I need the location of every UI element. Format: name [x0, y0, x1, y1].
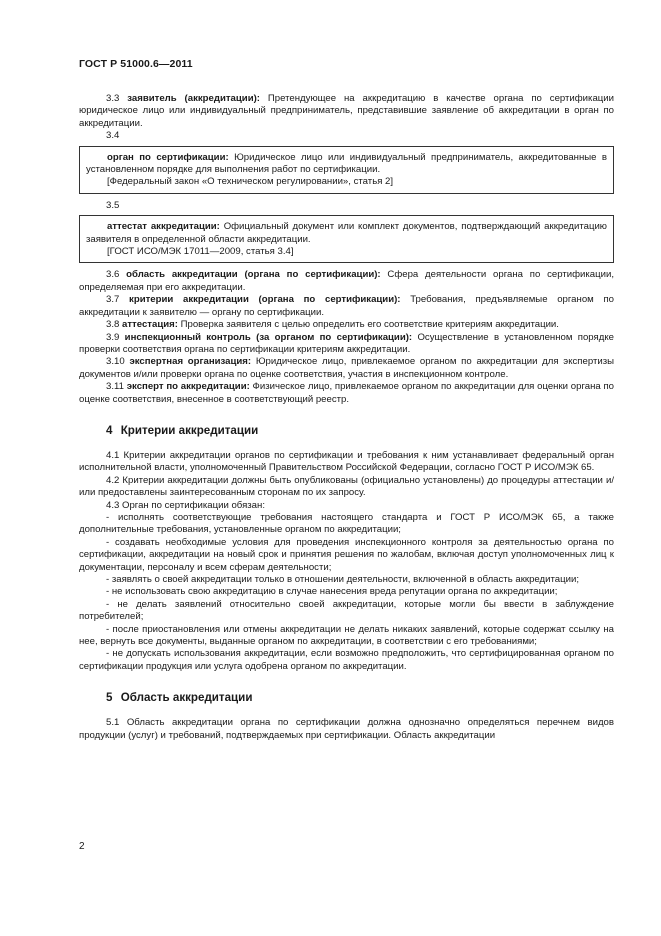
term-3-3	[79, 93, 614, 130]
term-definition: Осуществление в установленном порядке проверки соответствия органа по сертификации критериям аккредитации.	[79, 331, 614, 355]
section-title: Критерии аккредитации	[120, 423, 259, 437]
term-title: область аккредитации (органа по сертификации):	[126, 269, 381, 281]
term-3-11	[79, 381, 614, 406]
term-number: 3.6	[106, 269, 120, 281]
list-item: - заявлять о своей аккредитации только в отношении деятельности, включенной в область аккредитации;	[106, 574, 580, 585]
term-3-4-number: 3.4	[106, 130, 120, 142]
term-title: критерии аккредитации (органа по сертификации):	[129, 294, 401, 306]
list-item: - не использовать свою аккредитацию в случае нанесения вреда репутации органа по аккредитации;	[106, 586, 558, 598]
term-title: аттестация:	[122, 319, 178, 331]
section-4-heading	[106, 424, 614, 437]
term-definition: Юридическое лицо, привлекаемое органом по аккредитации для экспертизы документов и/или проверки органа по оценке соответствия, участия в инспекционном контроле.	[79, 356, 614, 380]
term-definition: Официальный документ или комплект документов, подтверждающий аккредитацию заявителя в определенной области аккредитации.	[86, 221, 607, 245]
term-number: 3.7	[106, 294, 120, 306]
list-item: - после приостановления или отмены аккредитации не делать никаких заявлений, которые содержат ссылку на нее, вернуть все документы, выданные органом по аккредитации, в соответствии с его требованиями;	[79, 623, 614, 648]
document-header: ГОСТ Р 51000.6—2011	[79, 58, 193, 70]
term-title: орган по сертификации:	[107, 151, 229, 163]
term-definition: Физическое лицо, привлекаемое органом по аккредитации для оценки органа по оценке соответствия, внесенное в соответствующий реестр.	[79, 381, 614, 405]
section-title: Область аккредитации	[120, 691, 253, 705]
term-title: инспекционный контроль (за органом по сертификации):	[124, 331, 413, 343]
list-item: - не допускать использования аккредитации, если возможно предположить, что сертифицированная органом по сертификации продукция или услуга одобрена органом по аккредитации.	[79, 648, 614, 672]
section-number: 4	[106, 423, 113, 437]
term-title: экспертная организация:	[129, 356, 252, 368]
list-item: - не делать заявлений относительно своей аккредитации, которые могли бы ввести в заблуждение потребителей;	[79, 598, 614, 623]
section-5-heading	[106, 691, 614, 704]
term-3-5-number: 3.5	[106, 199, 120, 211]
term-number: 3.11	[106, 381, 124, 393]
term-definition: Проверка заявителя с целью определить его соответствие критериям аккредитации.	[180, 319, 559, 331]
term-3-10	[79, 356, 614, 381]
term-title: аттестат аккредитации:	[107, 221, 220, 233]
term-3-4	[86, 152, 607, 177]
paragraph-4-3: 4.3 Орган по сертификации обязан:	[106, 499, 265, 511]
term-number: 3.8	[106, 319, 120, 331]
term-definition: Претендующее на аккредитацию в качестве органа по сертификации юридическое лицо или индивидуальный предприниматель, представившие заявление об аккредитации в орган по аккредитации.	[79, 93, 615, 129]
term-definition: Юридическое лицо или индивидуальный предприниматель, аккредитованные в установленном порядке для выполнения работ по сертификации.	[86, 151, 607, 176]
term-title: заявитель (аккредитации):	[127, 93, 260, 104]
term-title: эксперт по аккредитации:	[126, 381, 250, 393]
paragraph-5-1: 5.1 Область аккредитации органа по сертификации должна однозначно определяться перечнем видов продукции (услуг) и требований, подтверждаемых при сертификации. Область аккредитации	[79, 717, 614, 741]
term-3-7	[79, 294, 614, 319]
term-3-4-reference: [Федеральный закон «О техническом регулировании», статья 2]	[107, 176, 394, 188]
list-item: - создавать необходимые условия для проведения инспекционного контроля за деятельностью органа по сертификации, аккредитации на новый срок и принятия решения по жалобам, включая доступ уполномоченных лиц к документации, персоналу и всем сферам деятельности;	[79, 536, 614, 573]
term-3-8	[79, 319, 614, 331]
term-number: 3.3	[106, 93, 120, 104]
term-3-5-box	[79, 215, 614, 263]
term-number: 3.10	[106, 356, 125, 368]
term-3-4-box	[79, 146, 614, 194]
document-page	[79, 58, 614, 742]
term-3-6	[79, 269, 614, 294]
term-3-5	[86, 221, 607, 246]
paragraph-4-2: 4.2 Критерии аккредитации должны быть опубликованы (официально установлены) до процедуры аттестации и/или предоставлены заинтересованным сторонам по их запросу.	[79, 474, 614, 499]
section-number: 5	[106, 691, 113, 705]
term-number: 3.9	[106, 331, 120, 343]
page-number: 2	[79, 841, 85, 852]
term-definition: Требования, предъявляемые органом по аккредитации к заявителю — органу по сертификации.	[79, 294, 614, 318]
term-3-5-reference: [ГОСТ ИСО/МЭК 17011—2009, статья 3.4]	[107, 246, 294, 258]
list-item: - исполнять соответствующие требования настоящего стандарта и ГОСТ Р ИСО/МЭК 65, а также дополнительные требования, установленные органом по аккредитации;	[79, 511, 614, 536]
term-3-9	[79, 332, 614, 357]
term-definition: Сфера деятельности органа по сертификации, определяемая при его аккредитации.	[79, 269, 614, 293]
paragraph-4-1: 4.1 Критерии аккредитации органов по сертификации и требования к ним устанавливает федеральный орган исполнительной власти, уполномоченный Правительством Российской Федерации, согласно ГОСТ Р ИСО/МЭК 65.	[79, 449, 614, 474]
